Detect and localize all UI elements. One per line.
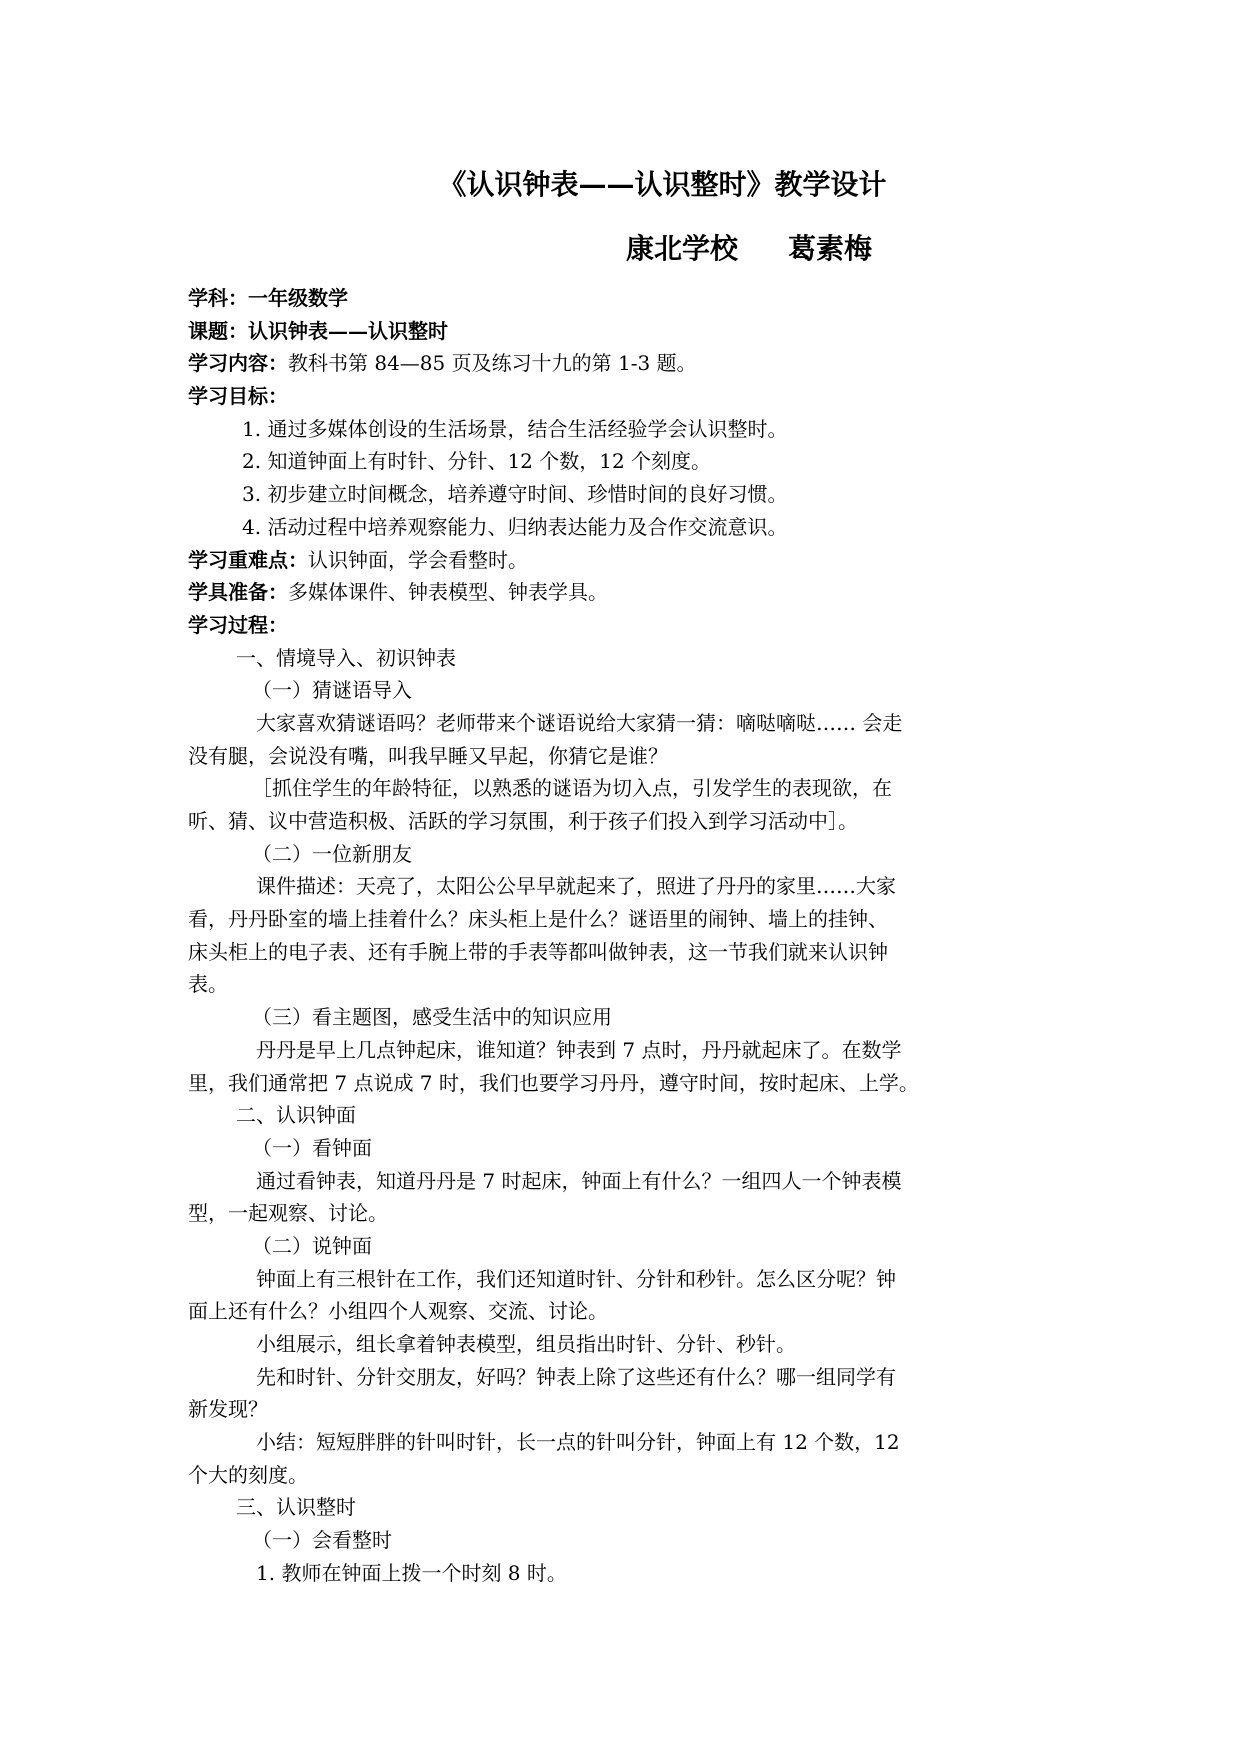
process-heading <box>188 609 1066 642</box>
process-label: 学习过程： <box>188 612 288 637</box>
tools-line <box>188 576 1066 609</box>
subsection-heading: （二）一位新朋友 <box>252 841 412 866</box>
topic-label: 课题： <box>188 318 248 343</box>
author-name: 葛素梅 <box>788 232 873 265</box>
paragraph-line: 大家喜欢猜谜语吗？老师带来个谜语说给大家猜一猜：嘀哒嘀哒…… 会走 <box>256 710 903 735</box>
subject-value: 一年级数学 <box>248 286 348 310</box>
section-heading: 二、认识钟面 <box>236 1103 356 1128</box>
paragraph-line: 课件描述：天亮了，太阳公公早早就起来了，照进了丹丹的家里……大家 <box>256 874 896 899</box>
subsection-heading: （一）猜谜语导入 <box>252 678 412 703</box>
content-label: 学习内容： <box>188 351 288 376</box>
paragraph-line: 小结：短短胖胖的针叫时针，长一点的针叫分针，钟面上有 12 个数，12 <box>256 1430 900 1455</box>
key-points-line <box>188 544 1066 577</box>
content-value: 教科书第 84—85 页及练习十九的第 1-3 题。 <box>288 351 697 376</box>
goal-item: 4. 活动过程中培养观察能力、归纳表达能力及合作交流意识。 <box>242 514 788 539</box>
subject-label: 学科： <box>188 286 248 310</box>
paragraph-line: ［抓住学生的年龄特征，以熟悉的谜语为切入点，引发学生的表现欲，在 <box>252 776 892 801</box>
document-title: 《认识钟表——认识整时》教学设计 <box>438 168 887 201</box>
key-points-label: 学习重难点： <box>188 547 308 572</box>
goal-item: 2. 知道钟面上有时针、分针、12 个数，12 个刻度。 <box>242 449 712 474</box>
paragraph-line: 个大的刻度。 <box>188 1462 308 1487</box>
goal-item: 1. 通过多媒体创设的生活场景，结合生活经验学会认识整时。 <box>242 416 788 441</box>
section-heading: 三、认识整时 <box>236 1495 356 1520</box>
paragraph-line: 型，一起观察、讨论。 <box>188 1201 388 1226</box>
paragraph-line: 通过看钟表，知道丹丹是 7 时起床，钟面上有什么？一组四人一个钟表模 <box>256 1168 902 1193</box>
school-name: 康北学校 <box>626 232 739 265</box>
content-line <box>188 347 1066 380</box>
tools-label: 学具准备： <box>188 580 288 605</box>
paragraph-line: 看，丹丹卧室的墙上挂着什么？床头柜上是什么？谜语里的闹钟、墙上的挂钟、 <box>188 907 888 932</box>
document-body <box>188 282 1066 1590</box>
key-points-value: 认识钟面，学会看整时。 <box>308 547 528 572</box>
goal-item: 3. 初步建立时间概念，培养遵守时间、珍惜时间的良好习惯。 <box>242 482 788 507</box>
paragraph-line: 钟面上有三根针在工作，我们还知道时针、分针和秒针。怎么区分呢？钟 <box>256 1266 896 1291</box>
paragraph-line: 表。 <box>188 972 228 997</box>
paragraph-line: 丹丹是早上几点钟起床，谁知道？钟表到 7 点时，丹丹就起床了。在数学 <box>256 1037 902 1062</box>
paragraph-line: 新发现？ <box>188 1397 268 1422</box>
topic-value: 认识钟表——认识整时 <box>248 318 448 343</box>
paragraph-line: 小组展示，组长拿着钟表模型，组员指出时针、分针、秒针。 <box>256 1332 796 1356</box>
paragraph-line: 面上还有什么？小组四个人观察、交流、讨论。 <box>188 1299 608 1324</box>
tools-value: 多媒体课件、钟表模型、钟表学具。 <box>288 580 608 605</box>
paragraph-line: 里，我们通常把 7 点说成 7 时，我们也要学习丹丹，遵守时间，按时起床、上学。 <box>188 1070 919 1095</box>
paragraph-line: 没有腿，会说没有嘴，叫我早睡又早起，你猜它是谁？ <box>188 743 668 768</box>
author-line <box>626 227 872 267</box>
section-heading: 一、情境导入、初识钟表 <box>236 645 456 670</box>
subsection-heading: （二）说钟面 <box>252 1233 372 1258</box>
subject-line <box>188 282 1066 315</box>
goals-label: 学习目标： <box>188 384 288 409</box>
topic-line <box>188 315 1066 348</box>
paragraph-line: 床头柜上的电子表、还有手腕上带的手表等都叫做钟表，这一节我们就来认识钟 <box>188 939 888 964</box>
subsection-heading: （一）会看整时 <box>252 1528 392 1553</box>
subsection-heading: （三）看主题图，感受生活中的知识应用 <box>252 1005 612 1030</box>
paragraph-line: 1. 教师在钟面上拨一个时刻 8 时。 <box>256 1560 567 1585</box>
paragraph-line: 听、猜、议中营造积极、活跃的学习氛围，利于孩子们投入到学习活动中］。 <box>188 809 858 833</box>
paragraph-line: 先和时针、分针交朋友，好吗？钟表上除了这些还有什么？哪一组同学有 <box>256 1364 896 1389</box>
subsection-heading: （一）看钟面 <box>252 1135 372 1160</box>
goals-heading <box>188 380 1066 413</box>
